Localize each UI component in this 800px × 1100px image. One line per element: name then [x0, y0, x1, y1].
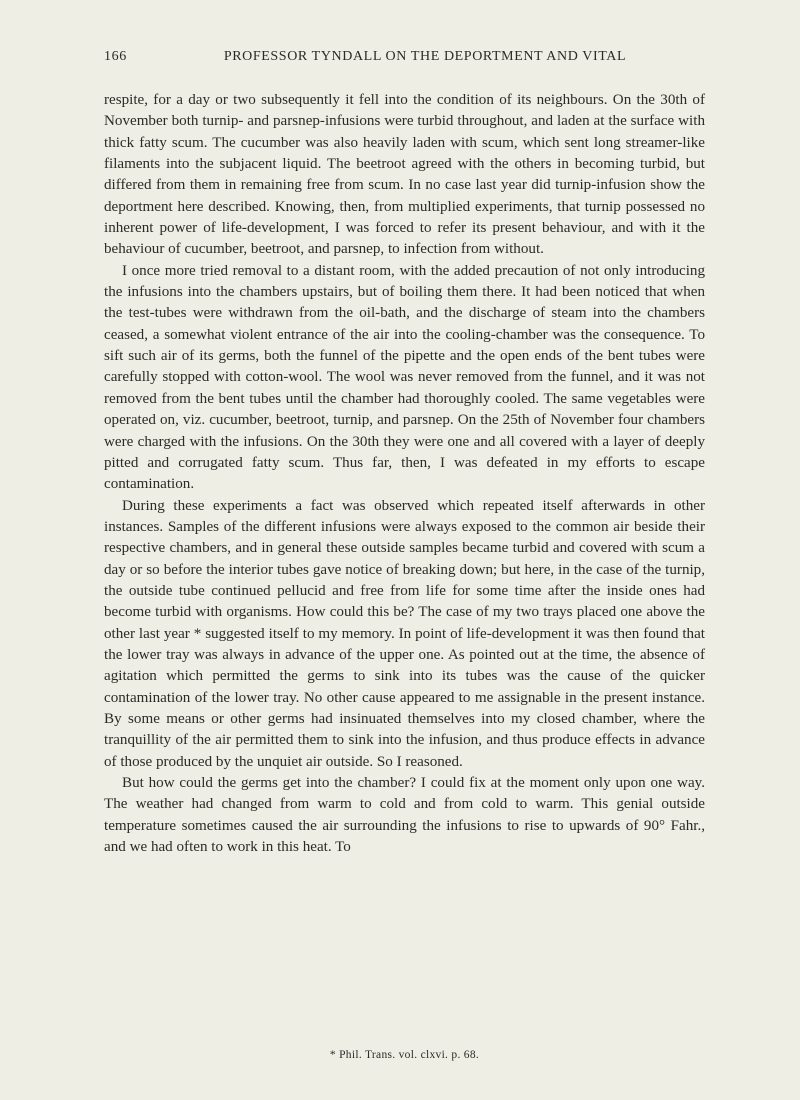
paragraph: During these experiments a fact was observed which repeated itself afterwards in other instances. Samples of the different infusions were always exposed to the common air beside their respective chambers, and in general these outside samples became turbid and covered with scum a day or so before the interior tubes gave notice of breaking down; but here, in the case of the turnip, the outside tube continued pellucid and free from life for some time after the inside ones had become turbid with organisms. How could this be? The case of my two trays placed one above the other last year * suggested itself to my memory. In point of life-development it was then found that the lower tray was always in advance of the upper one. As pointed out at the time, the absence of agitation which permitted the germs to sink into its tubes was the cause of the quicker contamination of the lower tray. No other cause appeared to me assignable in the present instance. By some means or other germs had insinuated themselves into my closed chamber, where the tranquillity of the air permitted them to sink into the infusion, and thus produce effects in advance of those produced by the unquiet air outside. So I reasoned. [104, 497, 705, 770]
running-title: PROFESSOR TYNDALL ON THE DEPORTMENT AND VITAL [223, 49, 627, 64]
paragraph-continuation: respite, for a day or two subsequently it fell into the condition of its neighbours. On the 30th of November both turnip- and parsnep-infusions were turbid throughout, and laden at the surface with thick fatty scum. The cucumber was also heavily laden with scum, which sent long streamer-like filaments into the subjacent liquid. The beetroot agreed with the others in becoming turbid, but differed from them in remaining free from scum. In no case last year did turnip-infusion show the deportment here described. Knowing, then, from multiplied experiments, that turnip possessed no inherent power of life-development, I was forced to refer its present behaviour, and with it the behaviour of cucumber, beetroot, and parsnep, to infection from without. [104, 92, 705, 258]
paragraph: I once more tried removal to a distant room, with the added precaution of not only introducing the infusions into the chambers upstairs, but of boiling them there. It had been noticed that when the test-tubes were withdrawn from the oil-bath, and the discharge of steam into the chambers ceased, a somewhat violent entrance of the air into the cooling-chamber was the consequence. To sift such air of its germs, both the funnel of the pipette and the open ends of the bent tubes were carefully stopped with cotton-wool. The wool was never removed from the funnel, and it was not removed from the bent tubes until the chamber had thoroughly cooled. The same vegetables were operated on, viz. cucumber, beetroot, turnip, and parsnep. On the 25th of November four chambers were charged with the infusions. On the 30th they were one and all covered with a layer of deeply pitted and corrugated fatty scum. Thus far, then, I was defeated in my efforts to escape contamination. [104, 262, 705, 493]
page-number: 166 [104, 49, 127, 64]
paragraph: But how could the germs get into the chamber? I could fix at the moment only upon one way. The weather had changed from warm to cold and from cold to warm. This genial outside temperature sometimes caused the air surrounding the infusions to rise to upwards of 90° Fahr., and we had often to work in this heat. To [104, 775, 705, 856]
footnote: * Phil. Trans. vol. clxvi. p. 68. [329, 1049, 480, 1061]
body-text [104, 90, 705, 858]
running-head [104, 49, 706, 73]
